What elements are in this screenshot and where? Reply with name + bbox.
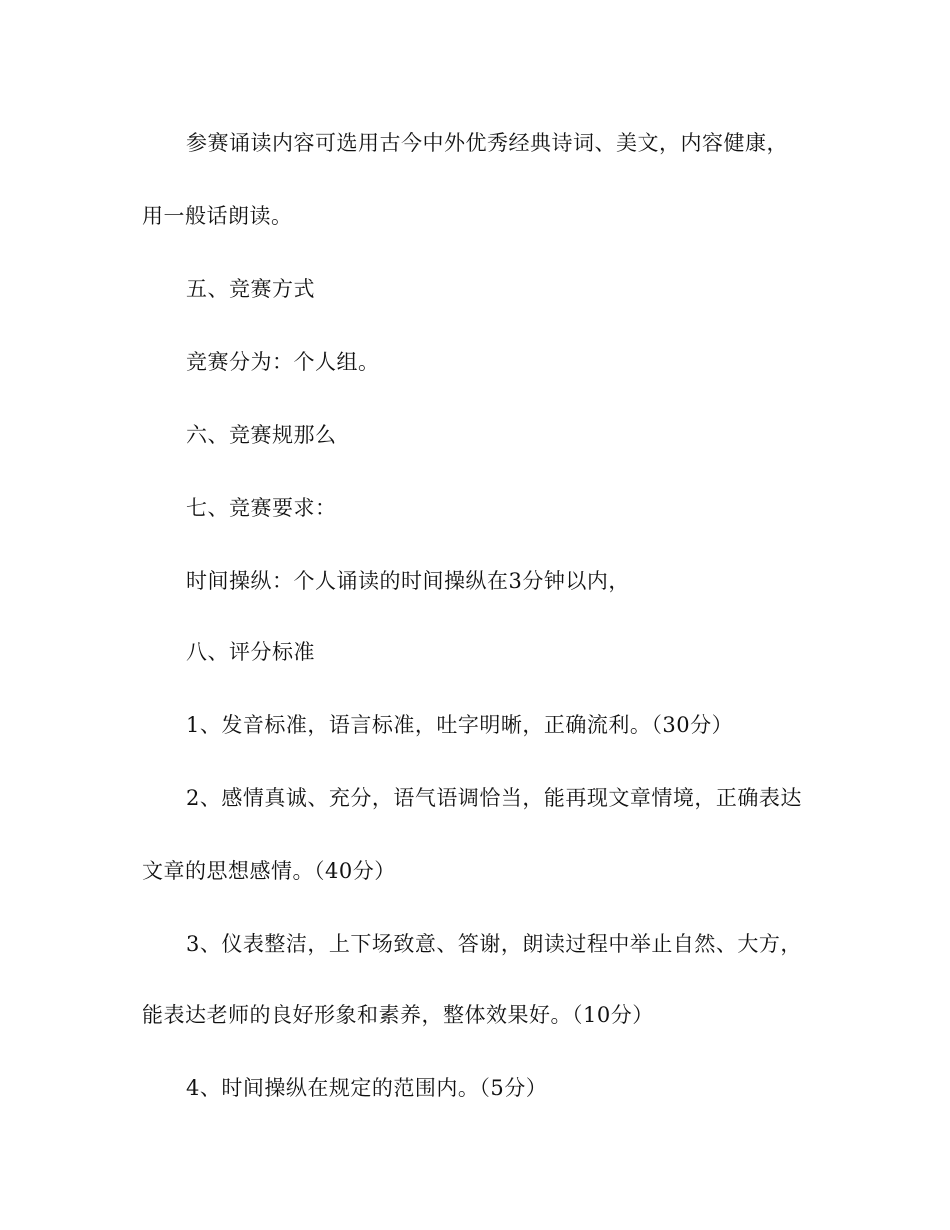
heading-competition-rules: 六、竞赛规那么 (186, 423, 337, 447)
criterion-2-emotion: 2、感情真诚、充分，语气语调恰当，能再现文章情境，正确表达 (186, 786, 802, 810)
criterion-3-appearance: 3、仪表整洁，上下场致意、答谢，朗读过程中举止自然、大方， (186, 932, 802, 956)
criterion-1-pronunciation: 1、发音标准，语言标准，吐字明晰，正确流利。（30分） (186, 713, 734, 737)
heading-scoring-criteria: 八、评分标准 (186, 640, 315, 664)
criterion-3-appearance-cont: 能表达老师的良好形象和素养，整体效果好。（10分） (142, 1003, 654, 1027)
criterion-2-emotion-cont: 文章的思想感情。（40分） (142, 859, 396, 883)
paragraph-competition-groups: 竞赛分为：个人组。 (186, 350, 380, 374)
heading-competition-requirements: 七、竞赛要求： (186, 496, 337, 520)
heading-competition-method: 五、竞赛方式 (186, 277, 315, 301)
paragraph-recitation-content-cont: 用一般话朗读。 (142, 204, 293, 228)
criterion-4-time: 4、时间操纵在规定的范围内。（5分） (186, 1076, 548, 1100)
paragraph-recitation-content: 参赛诵读内容可选用古今中外优秀经典诗词、美文，内容健康， (186, 131, 788, 155)
paragraph-time-control: 时间操纵：个人诵读的时间操纵在3分钟以内， (186, 569, 630, 593)
